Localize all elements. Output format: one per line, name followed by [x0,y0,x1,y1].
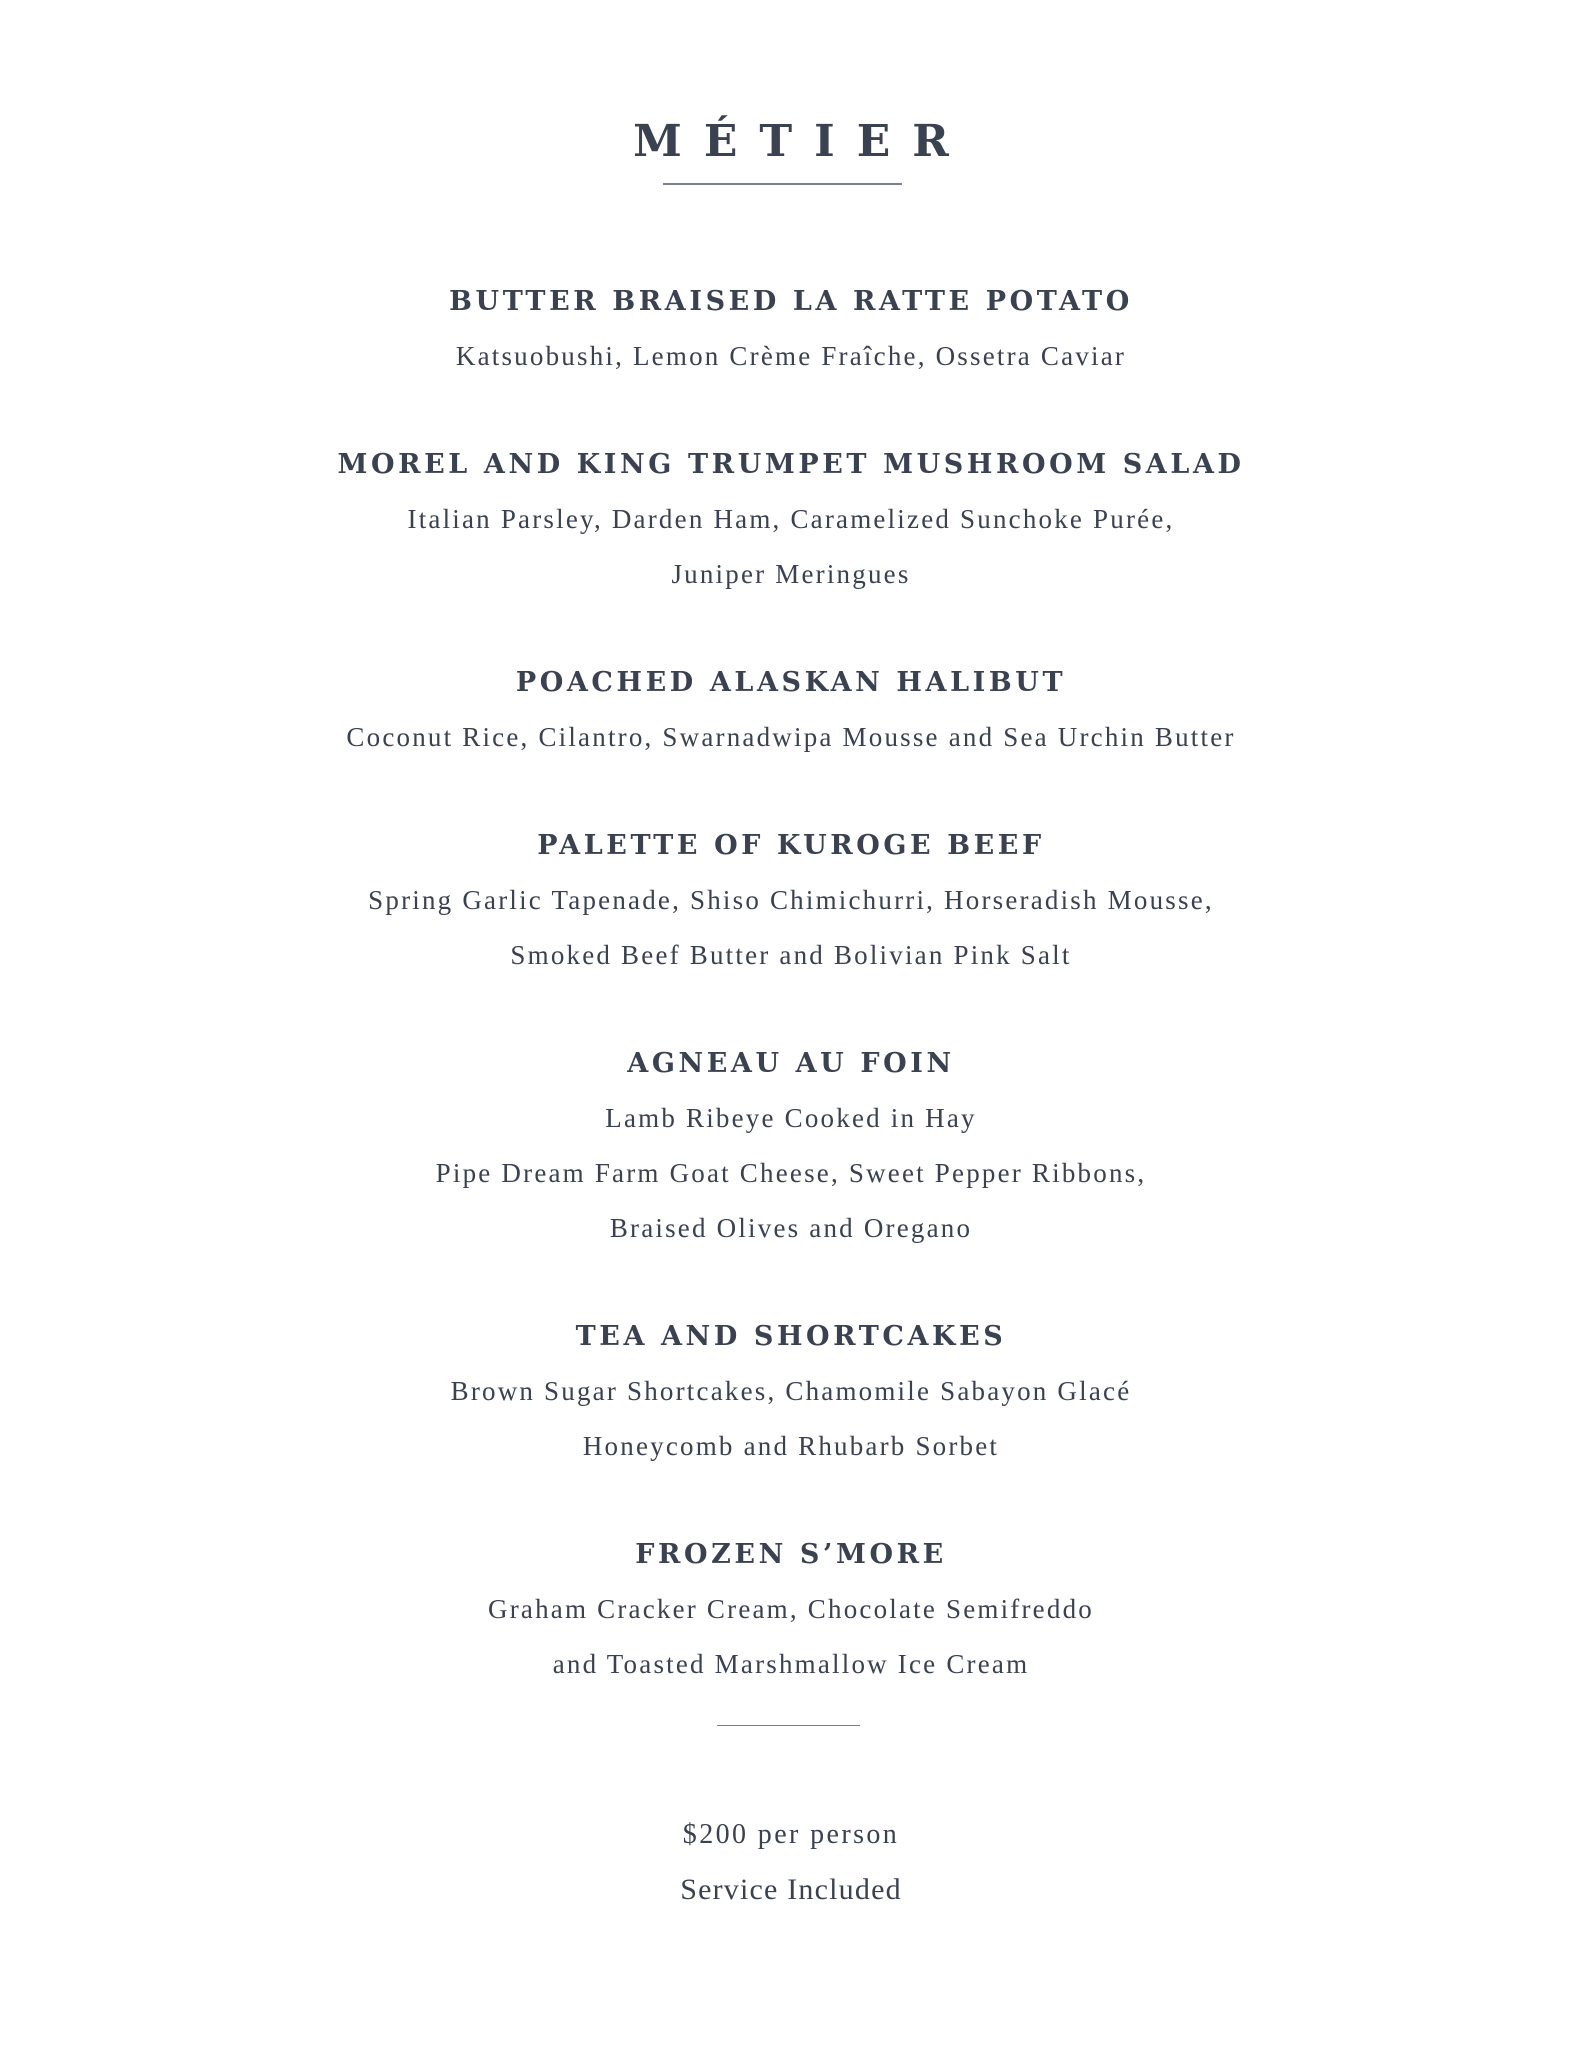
course-title: FROZEN S’MORE [635,1539,947,1570]
price-footer [0,1807,1582,1918]
header-divider [663,183,902,185]
course-title: AGNEAU AU FOIN [627,1048,955,1079]
course-title: POACHED ALASKAN HALIBUT [515,667,1067,698]
course-title: MOREL AND KING TRUMPET MUSHROOM SALAD [337,449,1245,480]
course-description-line: Katsuobushi, Lemon Crème Fraîche, Ossetra Caviar [455,341,1127,371]
footer-divider [717,1725,860,1726]
course-description-line: Braised Olives and Oregano [609,1213,973,1243]
course-title: BUTTER BRAISED LA RATTE POTATO [449,286,1133,317]
course-description-line: Brown Sugar Shortcakes, Chamomile Sabayon Glacé [450,1376,1132,1406]
service-note: Service Included [680,1873,902,1906]
course-title: TEA AND SHORTCAKES [575,1321,1007,1352]
course-description-line: Juniper Meringues [671,559,911,589]
course-description-line: Graham Cracker Cream, Chocolate Semifreddo [488,1594,1094,1624]
course-list [0,275,1582,1692]
course-item [0,438,1582,602]
course-item [0,656,1582,765]
course-description-line: Italian Parsley, Darden Ham, Caramelized Sunchoke Purée, [407,504,1175,534]
course-item [0,1528,1582,1692]
course-item [0,819,1582,983]
course-item [0,1310,1582,1474]
course-item [0,275,1582,384]
course-title: PALETTE OF KUROGE BEEF [537,830,1045,861]
course-description-line: Spring Garlic Tapenade, Shiso Chimichurri, Horseradish Mousse, [368,885,1214,915]
course-item [0,1037,1582,1256]
course-description-line: Lamb Ribeye Cooked in Hay [605,1103,977,1133]
course-description-line: and Toasted Marshmallow Ice Cream [552,1649,1030,1679]
course-description-line: Smoked Beef Butter and Bolivian Pink Salt [510,940,1072,970]
course-description-line: Honeycomb and Rhubarb Sorbet [582,1431,1000,1461]
price-text: $200 per person [682,1819,900,1850]
course-description-line: Coconut Rice, Cilantro, Swarnadwipa Mousse and Sea Urchin Butter [346,722,1236,752]
course-description-line: Pipe Dream Farm Goat Cheese, Sweet Pepper Ribbons, [435,1158,1147,1188]
restaurant-logo: MÉTIER [633,116,971,167]
